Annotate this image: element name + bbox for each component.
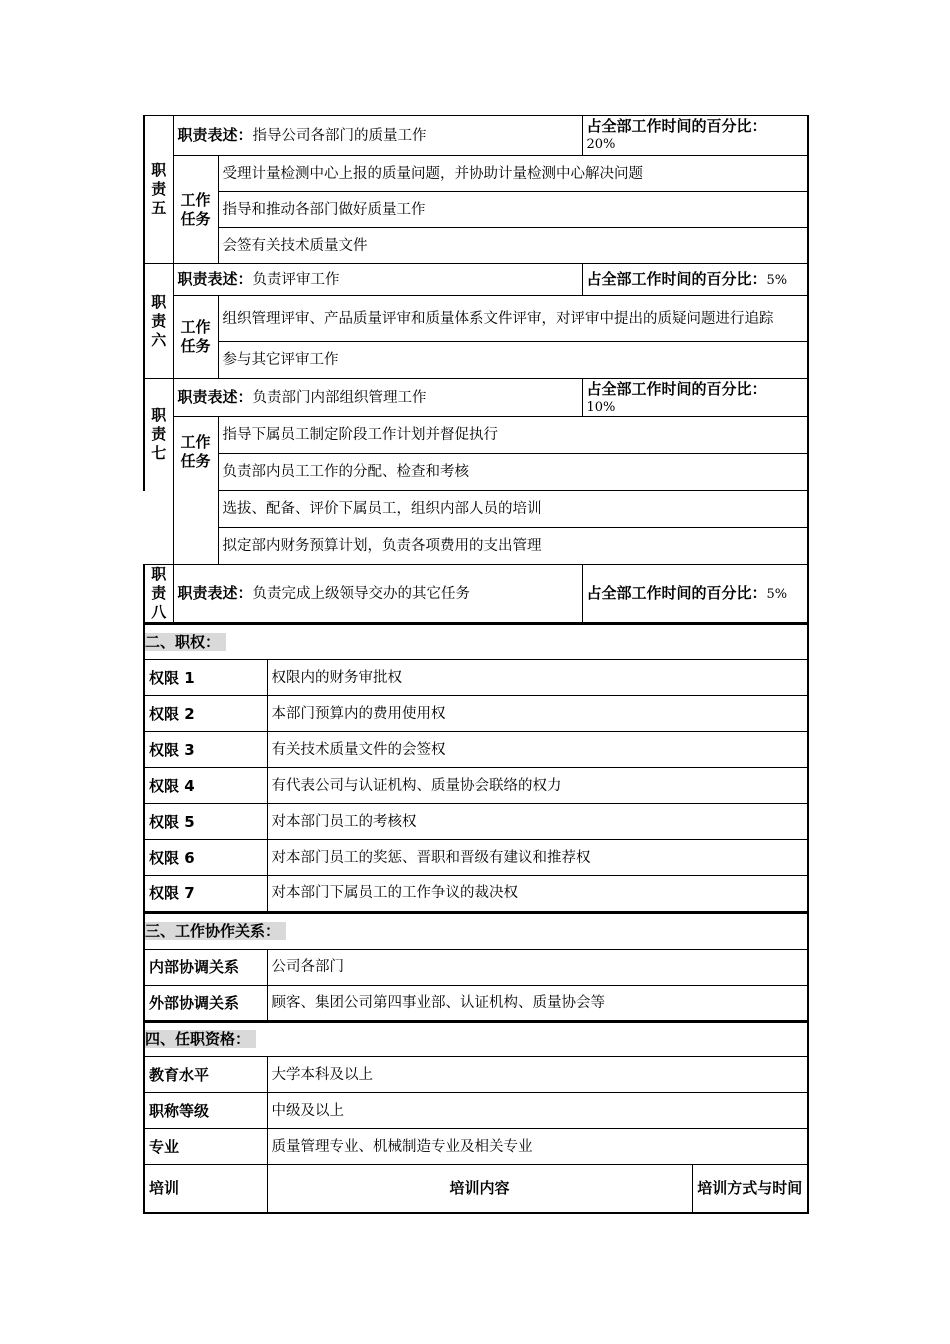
- duty-7-label: 职 责 七: [144, 379, 173, 491]
- relations-label-external: 外部协调关系: [144, 985, 267, 1021]
- duty-6-pct: 占全部工作时间的百分比：5%: [582, 264, 808, 296]
- authority-value-3: 有关技术质量文件的会签权: [267, 732, 808, 768]
- authority-label-5: 权限 5: [144, 804, 267, 840]
- duty-5-desc: 职责表述：指导公司各部门的质量工作: [173, 116, 582, 156]
- duty-7-task-label: 工作 任务: [173, 417, 218, 565]
- duty-7-pct: 占全部工作时间的百分比： 10%: [582, 379, 808, 417]
- relations-table: [143, 913, 809, 1023]
- relations-title: 三、工作协作关系：: [145, 922, 286, 940]
- duty-5-task-label: 工作 任务: [173, 156, 218, 264]
- duty-5-pct: 占全部工作时间的百分比： 20%: [582, 116, 808, 156]
- duty-7-desc-row: [144, 379, 808, 417]
- duty-5-desc-row: [144, 116, 808, 156]
- duty-5-label: 职 责 五: [144, 116, 173, 264]
- qualification-label-education: 教育水平: [144, 1057, 267, 1093]
- training-content-header: 培训内容: [267, 1165, 692, 1213]
- relations-label-internal: 内部协调关系: [144, 949, 267, 985]
- duty-7-task-1: 指导下属员工制定阶段工作计划并督促执行: [218, 417, 808, 454]
- authority-value-7: 对本部门下属员工的工作争议的裁决权: [267, 876, 808, 912]
- authority-label-6: 权限 6: [144, 840, 267, 876]
- duty-6-desc: 职责表述：负责评审工作: [173, 264, 582, 296]
- duty-7-task-2: 负责部内员工工作的分配、检查和考核: [218, 454, 808, 491]
- relations-value-internal: 公司各部门: [267, 949, 808, 985]
- authority-value-2: 本部门预算内的费用使用权: [267, 696, 808, 732]
- qualification-value-major: 质量管理专业、机械制造专业及相关专业: [267, 1129, 808, 1165]
- authority-label-1: 权限 1: [144, 660, 267, 696]
- duty-6-label: 职 责 六: [144, 264, 173, 379]
- authority-value-6: 对本部门员工的奖惩、晋职和晋级有建议和推荐权: [267, 840, 808, 876]
- duty-7-desc: 职责表述：负责部门内部组织管理工作: [173, 379, 582, 417]
- duty-5-task-2: 指导和推动各部门做好质量工作: [218, 192, 808, 228]
- duty-7-task-4: 拟定部内财务预算计划，负责各项费用的支出管理: [218, 528, 808, 565]
- authority-table: [143, 624, 809, 913]
- duty-5-task-1: 受理计量检测中心上报的质量问题，并协助计量检测中心解决问题: [218, 156, 808, 192]
- qualification-label-major: 专业: [144, 1129, 267, 1165]
- duty-6-desc-row: [144, 264, 808, 296]
- authority-label-7: 权限 7: [144, 876, 267, 912]
- relations-value-external: 顾客、集团公司第四事业部、认证机构、质量协会等: [267, 985, 808, 1021]
- duty-8-pct: 占全部工作时间的百分比：5%: [582, 565, 808, 624]
- authority-label-3: 权限 3: [144, 732, 267, 768]
- duty-8-label: 职 责 八: [144, 565, 173, 624]
- duty-6-task-label: 工作 任务: [173, 296, 218, 379]
- qualifications-table: [143, 1022, 809, 1214]
- duty-7-task-3: 选拔、配备、评价下属员工，组织内部人员的培训: [218, 491, 808, 528]
- duty-5-task-3: 会签有关技术质量文件: [218, 228, 808, 264]
- qualification-value-title: 中级及以上: [267, 1093, 808, 1129]
- training-label: 培训: [144, 1165, 267, 1213]
- training-method-header: 培训方式与时间: [692, 1165, 808, 1213]
- qualification-label-title: 职称等级: [144, 1093, 267, 1129]
- duty-6-task-2: 参与其它评审工作: [218, 342, 808, 379]
- authority-label-4: 权限 4: [144, 768, 267, 804]
- authority-title: 二、职权：: [145, 633, 226, 651]
- duties-table: [143, 115, 809, 624]
- duty-6-task-1: 组织管理评审、产品质量评审和质量体系文件评审，对评审中提出的质疑问题进行追踪: [218, 296, 808, 342]
- duty-8-desc: 职责表述：负责完成上级领导交办的其它任务: [173, 565, 582, 624]
- authority-value-5: 对本部门员工的考核权: [267, 804, 808, 840]
- authority-value-4: 有代表公司与认证机构、质量协会联络的权力: [267, 768, 808, 804]
- authority-label-2: 权限 2: [144, 696, 267, 732]
- authority-value-1: 权限内的财务审批权: [267, 660, 808, 696]
- job-description-document: [143, 115, 807, 1214]
- qualification-value-education: 大学本科及以上: [267, 1057, 808, 1093]
- duty-8-desc-row: [144, 565, 808, 624]
- qualifications-title: 四、任职资格：: [145, 1030, 256, 1048]
